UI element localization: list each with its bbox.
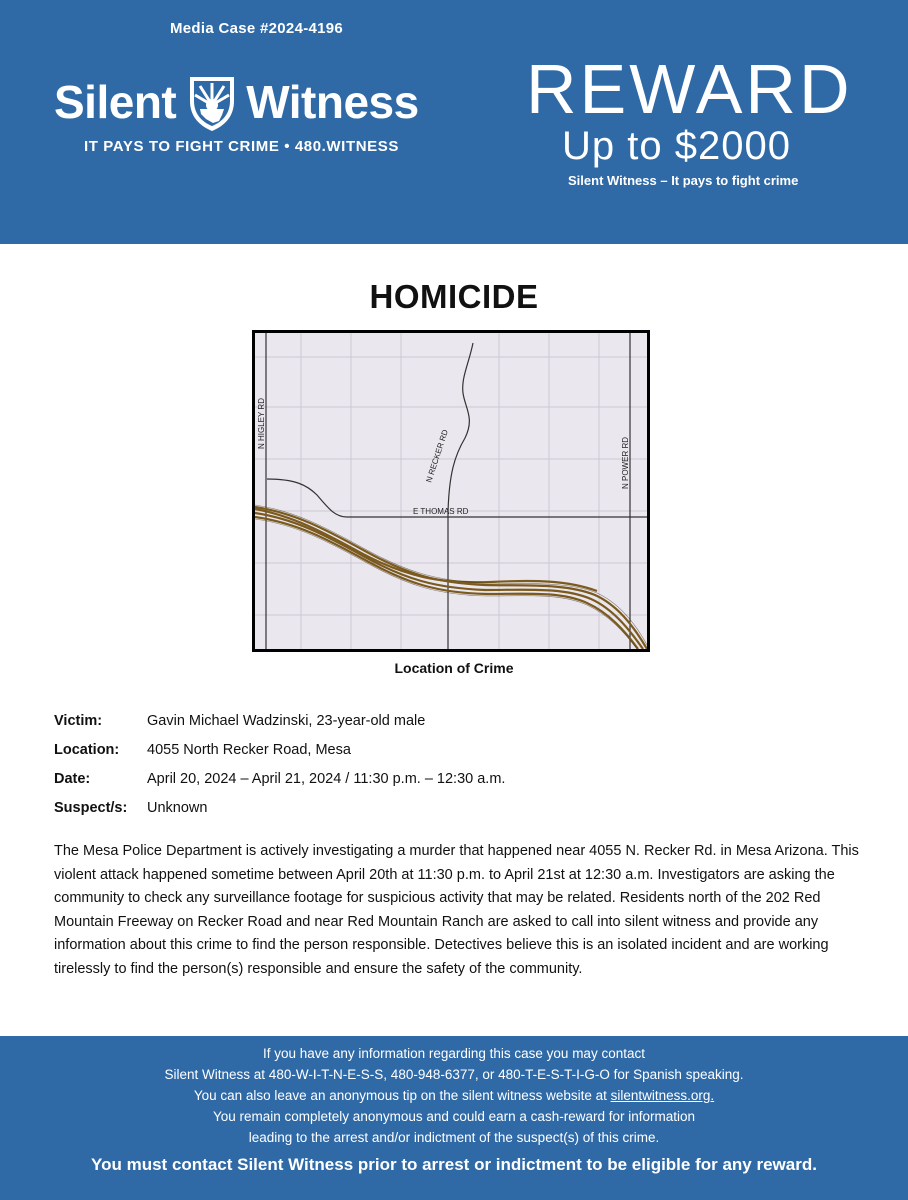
- location-value: 4055 North Recker Road, Mesa: [147, 741, 351, 758]
- contact-line-2: Silent Witness at 480-W-I-T-N-E-S-S, 480-948-6377, or 480-T-E-S-T-I-G-O for Spanish speaking.: [164, 1067, 744, 1082]
- contact-line-5: leading to the arrest and/or indictment of the suspect(s) of this crime.: [248, 1130, 660, 1145]
- silent-witness-website-link[interactable]: silentwitness.org.: [610, 1088, 715, 1103]
- reward-title: REWARD: [526, 50, 853, 128]
- contact-info: [0, 1036, 908, 1148]
- crime-type-title: HOMICIDE: [369, 278, 539, 315]
- recker-road-north-line: [448, 343, 473, 513]
- map-canvas: [255, 333, 647, 649]
- red-mountain-freeway: [255, 507, 647, 649]
- contact-line-4: You remain completely anonymous and could earn a cash-reward for information: [212, 1109, 695, 1124]
- suspect-row: [54, 793, 854, 822]
- reward-subtitle: Silent Witness – It pays to fight crime: [568, 173, 799, 188]
- eligibility-notice: You must contact Silent Witness prior to arrest or indictment to be eligible for any reward.: [91, 1155, 817, 1174]
- footer-banner: [0, 1036, 908, 1200]
- suspect-label: Suspect/s:: [54, 799, 128, 816]
- higley-road-label: N HIGLEY RD: [257, 398, 266, 449]
- date-value: April 20, 2024 – April 21, 2024 / 11:30 p.m. – 12:30 a.m.: [147, 770, 506, 787]
- logo-word-witness: Witness: [246, 76, 419, 128]
- suspect-value: Unknown: [147, 799, 208, 816]
- crime-location-map: [252, 330, 650, 652]
- freeway-edges: [255, 505, 647, 649]
- recker-road-label: N RECKER RD: [424, 428, 450, 484]
- silent-witness-logo: [54, 70, 419, 134]
- location-row: [54, 735, 854, 764]
- victim-row: [54, 706, 854, 735]
- website-prefix: You can also leave an anonymous tip on the silent witness website at: [193, 1088, 611, 1103]
- location-label: Location:: [54, 741, 120, 758]
- case-details: [54, 706, 854, 822]
- power-road-label: N POWER RD: [621, 437, 630, 489]
- thomas-road-label: E THOMAS RD: [413, 507, 469, 516]
- victim-value: Gavin Michael Wadzinski, 23-year-old male: [147, 712, 426, 729]
- arizona-shield-icon: [186, 71, 238, 133]
- map-grid: [255, 333, 647, 649]
- reward-amount: Up to $2000: [562, 124, 791, 168]
- case-narrative: The Mesa Police Department is actively investigating a murder that happened near 4055 N. Recker Rd. in Mesa Arizona. This violent attack happened sometime between April 20th at 11:30 p.m. to April 21st at 12:30 a.m. Investigators are asking the community to check any surveillance footage for suspicious activity that may be related. Residents north of the 202 Red Mountain Freeway on Recker Road and near Red Mountain Ranch are asked to call into silent witness and provide any information about this crime to find the person responsible. Detectives believe this is an isolated incident and are working tirelessly to find the person(s) responsible and ensure the safety of the community.: [54, 843, 859, 977]
- map-caption: Location of Crime: [394, 660, 514, 676]
- victim-label: Victim:: [54, 712, 103, 729]
- header-banner: [0, 0, 908, 244]
- date-label: Date:: [54, 770, 91, 787]
- media-case-number: Media Case #2024-4196: [170, 20, 344, 37]
- contact-line-1: If you have any information regarding this case you may contact: [263, 1046, 645, 1061]
- logo-tagline: IT PAYS TO FIGHT CRIME • 480.WITNESS: [84, 138, 399, 155]
- date-row: [54, 764, 854, 793]
- contact-line-3: [0, 1085, 908, 1106]
- logo-word-silent: Silent: [54, 76, 177, 128]
